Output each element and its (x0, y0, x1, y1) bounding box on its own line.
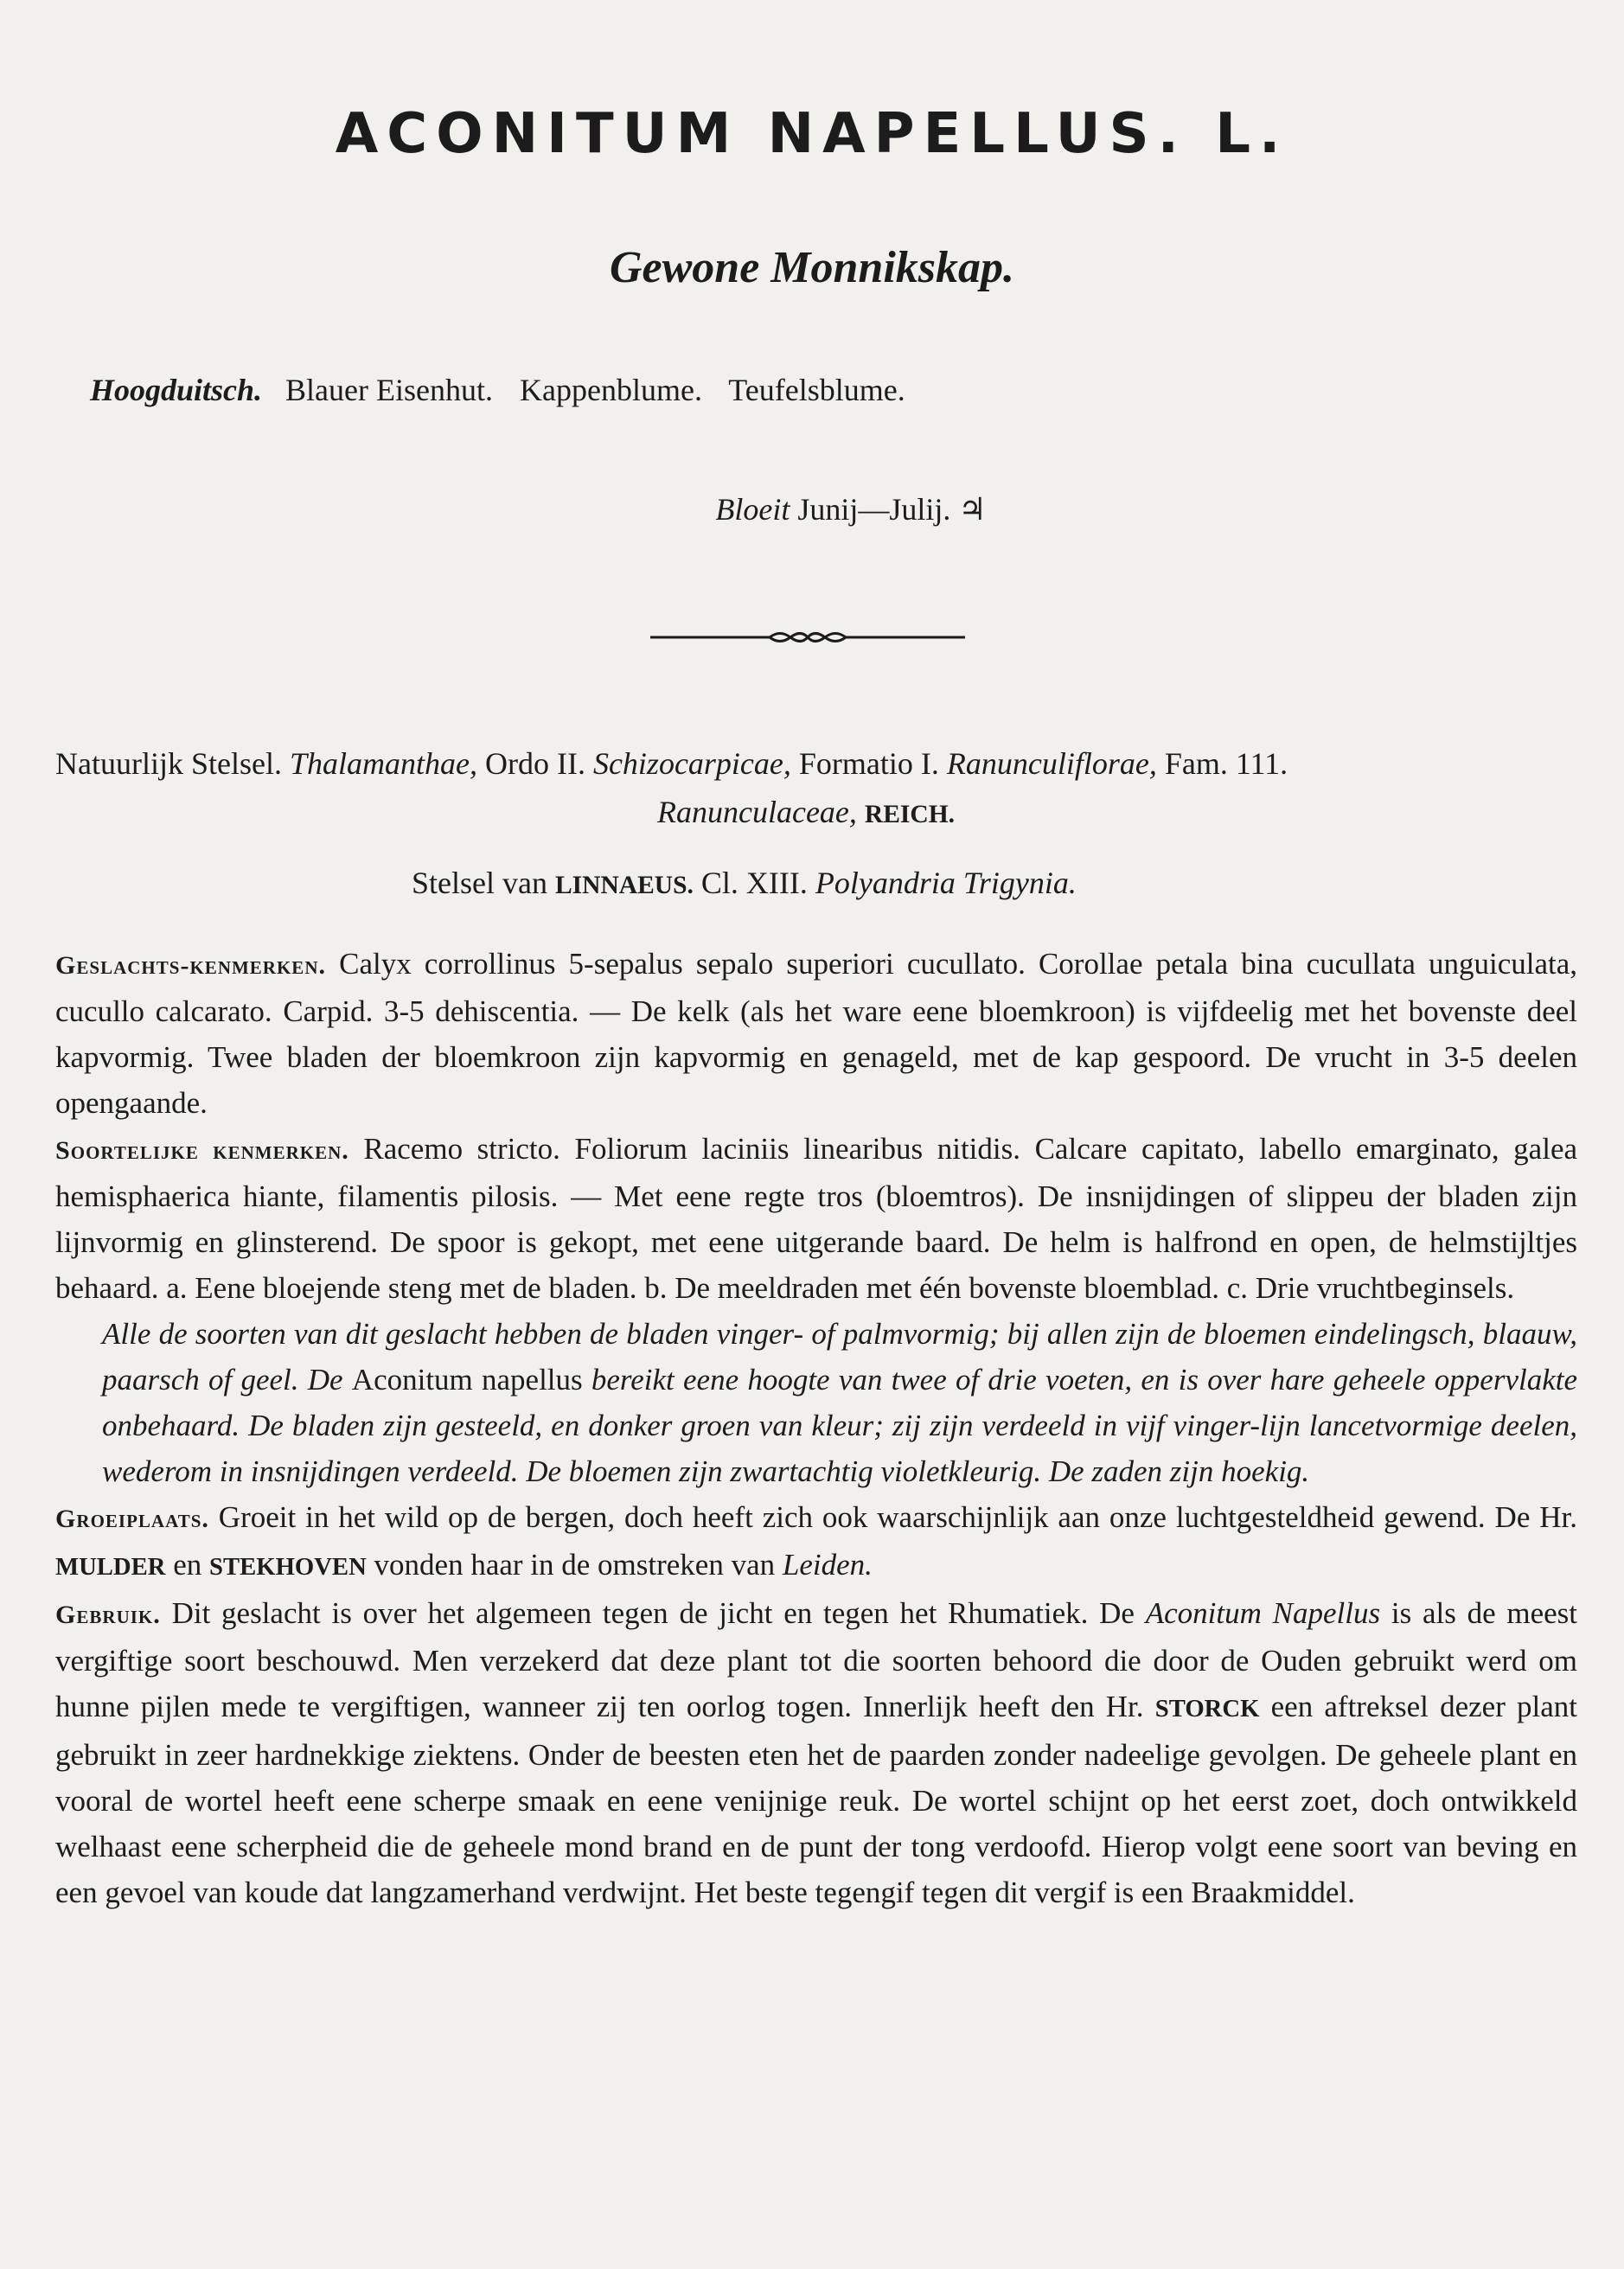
german-name-2: Kappenblume. (520, 373, 702, 407)
species-characters-text: Racemo stricto. Foliorum laciniis linearibus nitidis. Calcare capitato, labello emarginato, galea hemisphaerica hiante, filamentis pilosis. — Met eene regte tros (bloemtros). De insnijdingen of slippeu der bladen zijn lijnvormig en glinsterend. De spoor is gekopt, met eene uitgerande baard. De helm is halfrond en open, de helmstijltjes behaard. a. Eene bloejende steng met de bladen. b. De meeldraden met één bovenste bloemblad. c. Drie vruchtbeginsels. (55, 1132, 1578, 1305)
page-title: ACONITUM NAPELLUS. L. (335, 102, 1289, 166)
german-name-3: Teufelsblume. (728, 373, 905, 407)
habitat: Groeiplaats. Groeit in het wild op de bergen, doch heeft zich ook waarschijnlijk aan onze luchtgesteldheid gewend. De Hr. MULDER en STEKHOVEN vonden haar in de omstreken van Leiden. (55, 1500, 1578, 1582)
general-remarks: Alle de soorten van dit geslacht hebben de bladen vinger- of palmvormig; bij allen zijn de bloemen eindelingsch, blaauw, paarsch of geel. De Aconitum napellus bereikt eene hoogte van twee of drie voeten, en is over hare geheele oppervlakte onbehaard. De bladen zijn gesteeld, en donker groen van kleur; zij zijn verdeeld in vijf vinger-lijn lancetvormige deelen, wederom in insnijdingen verdeeld. De bloemen zijn zwartachtig violetkleurig. De zaden zijn hoekig. (102, 1317, 1578, 1488)
genus-characters-text: Calyx corrollinus 5-sepalus sepalo superiori cucullato. Corollae petala bina cucullata unguiculata, cucullo calcarato. Carpid. 3-5 dehiscentia. — De kelk (als het ware eene bloemkroon) is vijfdeelig met het bovenste deel kapvormig. Twee bladen der bloemkroon zijn kapvormig en genageld, met de kap gespoord. De vrucht in 3-5 deelen opengaande. (55, 947, 1577, 1120)
description-body (55, 941, 1577, 1915)
habitat-heading: Groeiplaats. (55, 1504, 209, 1533)
linnaeus-system-line: Stelsel van LINNAEUS. Cl. XIII. Polyandria Trigynia. (412, 866, 1077, 900)
perennial-symbol-icon: ♃ (958, 492, 987, 527)
bloom-period (0, 491, 1624, 527)
species-characters-heading: Soortelijke kenmerken. (55, 1135, 349, 1165)
family-line: Ranunculaceae, REICH. (657, 795, 956, 829)
common-name: Gewone Monnikskap. (609, 243, 1015, 292)
usage-heading: Gebruik. (55, 1600, 161, 1629)
species-characters (55, 1126, 1577, 1311)
usage: Gebruik. Dit geslacht is over het algemeen tegen de jicht en tegen het Rhumatiek. De Aconitum Napellus is als de meest vergiftige soort beschouwd. Men verzekerd dat deze plant tot die soorten behoord die door de Ouden gebruikt werd om hunne pijlen mede te vergiftigen, wanneer zij ten oorlog togen. Innerlijk heeft den Hr. STORCK een aftreksel dezer plant gebruikt in zeer hardnekkige ziektens. Onder de beesten eten het de paarden zonder nadeelige gevolgen. De geheele plant en vooral de wortel heeft eene scherpe smaak en eene venijnige reuk. De wortel schijnt op het eerst zoet, doch ontwikkeld welhaast eene scherpheid die de geheele mond brand en de punt der tong verdoofd. Hierop volgt eene soort van beving en een gevoel van koude dat langzamerhand verdwijnt. Het beste tegengif tegen dit vergif is een Braakmiddel. (55, 1596, 1578, 1909)
german-label: Hoogduitsch. (90, 373, 263, 407)
german-names (90, 372, 924, 408)
natural-system-line: Natuurlijk Stelsel. Thalamanthae, Ordo II. Schizocarpicae, Formatio I. Ranunculiflorae, Fam. 111. (55, 746, 1288, 781)
genus-characters (55, 941, 1577, 1126)
ornament-divider-icon (650, 624, 965, 650)
genus-characters-heading: Geslachts-kenmerken. (55, 950, 327, 980)
german-name-1: Blauer Eisenhut. (285, 373, 493, 407)
bloom-label: Bloeit (715, 492, 790, 527)
bloom-months: Junij—Julij. (797, 492, 951, 527)
